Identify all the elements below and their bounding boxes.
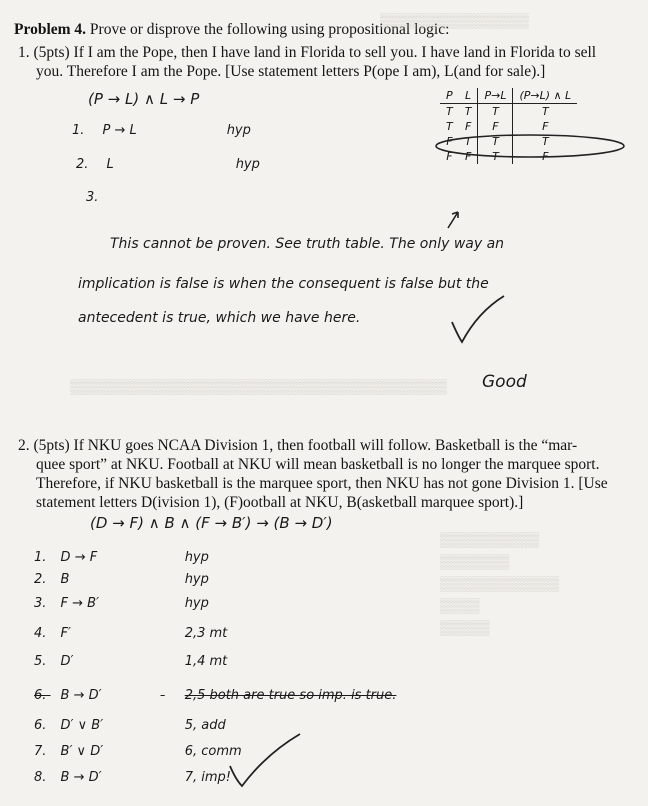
q2-step-expr: D′ ∨ B′	[60, 718, 104, 733]
grader-note: Good	[482, 372, 527, 392]
tt-cell: T	[541, 135, 549, 148]
bleed-through-text: ▒▒▒▒▒▒▒▒▒▒ ▒▒▒▒▒▒▒ ▒▒▒▒▒▒▒▒▒▒▒▒ ▒▒▒▒ ▒▒▒▒▒	[440, 533, 560, 636]
q2-step-number: 7.	[34, 744, 47, 759]
q2-step	[34, 596, 209, 611]
tt-cell: F	[542, 150, 549, 163]
problem-heading: Problem 4.	[14, 21, 87, 38]
q2-step-expr: F′	[60, 626, 71, 641]
bleed-through-text: ▒▒▒▒▒▒▒▒▒▒▒▒▒▒▒	[380, 14, 529, 29]
q1-comment-line3: antecedent is true, which we have here.	[78, 310, 361, 326]
q1-step-2	[76, 157, 260, 172]
q1-comment-line1: This cannot be proven. See truth table. The only way an	[110, 236, 505, 252]
q2-step-number: 1.	[34, 550, 47, 565]
question-2-text	[18, 436, 643, 512]
q1-step-reason: hyp	[226, 123, 251, 138]
q2-step-expr: B → D′	[60, 688, 102, 703]
truth-table-row	[440, 104, 577, 120]
q2-step-number: 3.	[34, 596, 47, 611]
tt-cell: T	[478, 149, 513, 164]
checkmark-icon	[226, 730, 306, 790]
q1-step-number: 2.	[76, 157, 89, 172]
q2-line3: Therefore, if NKU basketball is the marquee sport, then NKU has not gone Division 1. [Use	[36, 475, 608, 492]
tt-cell: T	[478, 104, 513, 120]
q2-step-number: 5.	[34, 654, 47, 669]
tt-cell: T	[541, 105, 549, 118]
q2-step-expr: D → F	[60, 550, 98, 565]
q2-step	[34, 718, 226, 733]
tt-cell: T	[446, 120, 453, 133]
tt-header: (P→L) ∧ L	[513, 88, 577, 104]
tt-cell: F	[478, 119, 513, 134]
q1-step-1	[72, 123, 251, 138]
q1-formula: (P → L) ∧ L → P	[88, 90, 200, 108]
q2-step-number: 6.	[34, 718, 47, 733]
q2-step-reason: hyp	[184, 550, 209, 565]
q2-step-reason: hyp	[184, 572, 209, 587]
q2-step-struck	[34, 688, 396, 703]
question-1-text	[18, 43, 643, 81]
tt-cell: F	[459, 149, 478, 164]
tt-header: L	[459, 88, 478, 104]
q1-step-3	[86, 190, 98, 205]
tt-cell: T	[446, 105, 453, 118]
q1-step-expr: P → L	[102, 123, 137, 138]
q1-number: 1.	[18, 44, 30, 61]
truth-table-header-row	[440, 88, 577, 104]
tt-cell: T	[478, 134, 513, 149]
tt-cell: F	[446, 150, 453, 163]
q2-step-expr: B′ ∨ D′	[60, 744, 104, 759]
checkmark-icon	[448, 292, 508, 348]
q1-step-expr: L	[106, 157, 114, 172]
q1-step-number: 3.	[86, 190, 99, 205]
q1-step-reason: hyp	[235, 157, 260, 172]
q2-formula: (D → F) ∧ B ∧ (F → B′) → (B → D′)	[90, 514, 333, 532]
tt-cell: T	[459, 134, 478, 149]
q2-line2: quee sport” at NKU. Football at NKU will mean basketball is no longer the marquee sport.	[36, 456, 600, 473]
q1-line2: you. Therefore I am the Pope. [Use statement letters P(ope I am), L(and for sale).]	[36, 63, 546, 80]
q2-step	[34, 626, 227, 641]
q2-step-reason: 7, imp!	[184, 770, 231, 785]
q2-step	[34, 572, 209, 587]
q1-comment-line2: implication is false is when the consequent is false but the	[78, 276, 489, 292]
tt-cell: F	[446, 135, 453, 148]
bleed-through-text: ▒▒▒▒▒▒▒▒▒▒▒▒▒▒▒▒▒▒▒▒▒▒▒▒▒▒▒▒▒▒▒▒▒▒▒▒▒▒	[70, 380, 447, 395]
q2-step	[34, 744, 242, 759]
q2-step	[34, 770, 231, 785]
q2-step-number: 8.	[34, 770, 47, 785]
tt-header: P→L	[478, 88, 513, 104]
q1-step-number: 1.	[72, 123, 85, 138]
q2-step-expr: B	[60, 572, 70, 587]
problem-intro: Prove or disprove the following using propositional logic:	[89, 21, 450, 38]
q2-step-number: 6.	[34, 688, 47, 703]
q2-step-reason: 2,5 both are true so imp. is true.	[184, 688, 397, 703]
q2-step-expr: F → B′	[60, 596, 100, 611]
q2-step-number: 4.	[34, 626, 47, 641]
q1-line1: (5pts) If I am the Pope, then I have land in Florida to sell you. I have land in Florida to sell	[33, 44, 597, 61]
q2-number: 2.	[18, 437, 30, 454]
arrow-up-icon	[444, 208, 464, 232]
tt-cell: T	[459, 104, 478, 120]
tt-cell: F	[542, 120, 549, 133]
q2-step-reason: 6, comm	[184, 744, 242, 759]
q2-step-expr: D′	[60, 654, 74, 669]
truth-table-circle-mark	[432, 130, 632, 162]
q2-step-reason: hyp	[184, 596, 209, 611]
q2-step	[34, 654, 227, 669]
tt-header: P	[440, 88, 459, 104]
q2-step-expr: B → D′	[60, 770, 102, 785]
tt-cell: F	[459, 119, 478, 134]
q2-line4: statement letters D(ivision 1), (F)ootball at NKU, B(asketball marquee sport).]	[36, 494, 524, 511]
q2-step	[34, 550, 209, 565]
q2-step-reason: 2,3 mt	[184, 626, 228, 641]
q2-line1: (5pts) If NKU goes NCAA Division 1, then football will follow. Basketball is the “mar-	[33, 437, 578, 454]
q2-step-number: 2.	[34, 572, 47, 587]
q2-step-reason: 1,4 mt	[184, 654, 228, 669]
q2-step-reason: 5, add	[184, 718, 226, 733]
